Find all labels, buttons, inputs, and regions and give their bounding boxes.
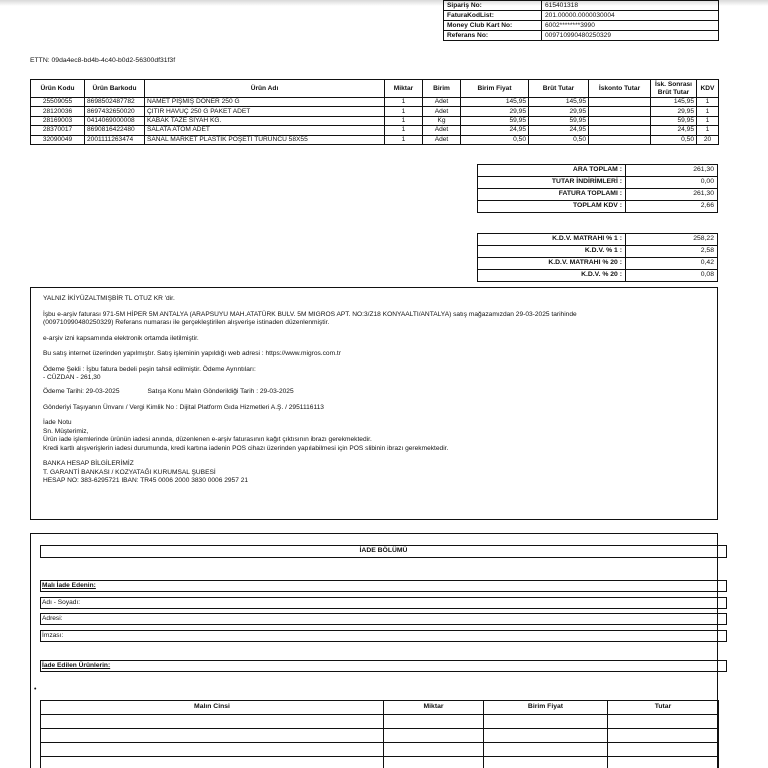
return-note-line-2: Kredi kartlı alışverişlerin iadesi durumunda, kredi kartına iadenin POS cihazı üzerinden yapılabilmesi için POS slibinin ibrazı gerekmektedir. (43, 444, 449, 452)
payment-date: Ödeme Tarihi: 29-03-2025 (43, 387, 120, 395)
info-row (444, 1, 719, 11)
column-header: İsk. Sonrası Brüt Tutar (651, 80, 697, 98)
internet-sale-note: Bu satış internet üzerinden yapılmıştır. Satış işleminin yapıldığı web adresi : https://www.migros.com.tr (43, 350, 341, 358)
table-cell: 2001111263474 (85, 135, 145, 144)
returned-items-row[interactable] (41, 729, 719, 743)
table-cell (589, 98, 651, 107)
table-cell: 24,95 (529, 126, 589, 135)
vat-row-value: 2,58 (626, 246, 718, 258)
column-header: Miktar (385, 80, 423, 98)
return-note-title: İade Notu (43, 419, 72, 427)
table-cell: 145,95 (529, 98, 589, 107)
table-row (31, 98, 719, 107)
table-cell: SALATA ATOM ADET (145, 126, 385, 135)
returned-items-header (41, 701, 719, 715)
return-note-line-1: Ürün iade işlemlerinde ürünün iadesi anında, düzenlenen e-arşiv faturasının kağıt çıktısının ibrazı gerekmektedir. (43, 436, 372, 444)
info-label: Referans No: (444, 31, 542, 41)
table-cell: 29,95 (529, 107, 589, 116)
returner-label: Malı İade Edenin: (40, 580, 727, 592)
return-note-greeting: Sn. Müşterimiz, (43, 427, 89, 435)
vat-row (478, 234, 718, 246)
bank-title: BANKA HESAP BİLGİLERİMİZ (43, 460, 134, 468)
info-value: 009710990480250329 (542, 31, 719, 41)
table-cell: Adet (423, 107, 461, 116)
table-cell: 0414069000008 (85, 116, 145, 125)
e-archive-statement: İşbu e-arşiv faturası 971-5M HİPER 5M ANTALYA (ARAPSUYU MAH.ATATÜRK BULV. 5M MIGROS APT. NO:3/Z18 KONYAALTI/ANTALYA) satış mağazamızdan 29-03-2025 tarihinde (43, 310, 577, 318)
total-row-label: TUTAR İNDİRİMLERİ : (478, 177, 626, 189)
info-row (444, 11, 719, 21)
table-cell: 1 (385, 107, 423, 116)
table-cell: 1 (385, 135, 423, 144)
info-value: 201.00000.0000030004 (542, 11, 719, 21)
vat-row-label: K.D.V. MATRAHI % 1 : (478, 234, 626, 246)
vat-row-value: 258,22 (626, 234, 718, 246)
table-cell: 59,95 (461, 116, 529, 125)
dates-line (43, 388, 707, 397)
bank-account: HESAP NO: 383-6295721 IBAN: TR45 0006 2000 3830 0006 2957 21 (43, 477, 249, 485)
amount-in-words: YALNIZ İKİYÜZALTMIŞBİR TL OTUZ KR 'dir. (43, 295, 175, 302)
column-header: Ürün Adı (145, 80, 385, 98)
payment-method: Ödeme Şekli : İşbu fatura bedeli peşin tahsil edilmiştir. Ödeme Ayrıntıları: (43, 365, 256, 373)
table-cell (589, 107, 651, 116)
table-cell: 28120036 (31, 107, 85, 116)
table-cell: 1 (385, 126, 423, 135)
info-value: 615401318 (542, 1, 719, 11)
carrier-info: Gönderiyi Taşıyanın Ünvanı / Vergi Kimlik No : Dijital Platform Gıda Hizmetleri A.Ş. / 2951116113 (43, 403, 324, 411)
table-row (31, 107, 719, 116)
vat-row-label: K.D.V. % 20 : (478, 270, 626, 282)
table-cell: 20 (697, 135, 719, 144)
e-archive-reference: (009710990480250329) Referans numarası ile gerçekleştirilen alışverişe istinaden düzenlenmiştir. (43, 319, 330, 327)
vat-row-value: 0,08 (626, 270, 718, 282)
table-cell: 1 (385, 98, 423, 107)
column-header: Ürün Barkodu (85, 80, 145, 98)
table-cell: NAMET PİŞMİŞ DÖNER 250 G (145, 98, 385, 107)
stray-mark: • (34, 686, 37, 693)
vat-row (478, 246, 718, 258)
returned-items-row[interactable] (41, 757, 719, 768)
table-cell: 24,95 (461, 126, 529, 135)
total-row-label: FATURA TOPLAMI : (478, 189, 626, 201)
table-cell (589, 126, 651, 135)
vat-row-label: K.D.V. MATRAHI % 20 : (478, 258, 626, 270)
vat-table (477, 233, 718, 282)
product-table-header (31, 80, 719, 98)
e-archive-permit: e-arşiv izni kapsamında elektronik ortamda iletilmiştir. (43, 334, 199, 342)
table-cell: 59,95 (529, 116, 589, 125)
table-cell: Adet (423, 135, 461, 144)
table-cell: 0,50 (529, 135, 589, 144)
table-cell: 8698502487782 (85, 98, 145, 107)
info-value: 6002********3990 (542, 21, 719, 31)
table-cell: KABAK TAZE SİYAH KG. (145, 116, 385, 125)
total-row-label: TOPLAM KDV : (478, 201, 626, 213)
vat-row-value: 0,42 (626, 258, 718, 270)
total-row-value: 0,00 (626, 177, 718, 189)
product-table (30, 79, 719, 145)
table-cell (589, 135, 651, 144)
table-cell: 1 (697, 116, 719, 125)
total-row (478, 177, 718, 189)
column-header: Brüt Tutar (529, 80, 589, 98)
bank-branch: T. GARANTİ BANKASI / KOZYATAĞI KURUMSAL ŞUBESİ (43, 468, 216, 476)
signature-field[interactable]: İmzası: (40, 630, 727, 642)
returned-items-row[interactable] (41, 715, 719, 729)
column-header: Miktar (384, 701, 484, 715)
vat-row (478, 258, 718, 270)
table-cell: Kg (423, 116, 461, 125)
column-header: Birim Fiyat (461, 80, 529, 98)
vat-row-label: K.D.V. % 1 : (478, 246, 626, 258)
table-cell (589, 116, 651, 125)
column-header: Birim (423, 80, 461, 98)
column-header: Ürün Kodu (31, 80, 85, 98)
table-cell: 1 (697, 98, 719, 107)
table-cell: 145,95 (461, 98, 529, 107)
order-info-box (443, 0, 719, 41)
payment-detail: - CÜZDAN - 261,30 (43, 374, 101, 382)
column-header: İskonto Tutar (589, 80, 651, 98)
table-cell: 24,95 (651, 126, 697, 135)
table-cell: 28169003 (31, 116, 85, 125)
column-header: KDV (697, 80, 719, 98)
vat-row (478, 270, 718, 282)
total-row-value: 2,66 (626, 201, 718, 213)
table-cell: 8697432650020 (85, 107, 145, 116)
column-header: Malın Cinsi (41, 701, 384, 715)
table-row (31, 135, 719, 144)
column-header: Birim Fiyat (484, 701, 608, 715)
total-row (478, 201, 718, 213)
column-header: Tutar (608, 701, 719, 715)
address-field[interactable]: Adresi: (40, 613, 727, 625)
table-cell: 0,50 (461, 135, 529, 144)
delivery-date: Satışa Konu Malın Gönderildiği Tarih : 29-03-2025 (147, 387, 294, 395)
invoice-notes (30, 287, 718, 520)
info-label: FaturaKodList: (444, 11, 542, 21)
info-label: Sipariş No: (444, 1, 542, 11)
returned-items-label: İade Edilen Ürünlerin: (40, 660, 727, 672)
total-row (478, 189, 718, 201)
total-row-label: ARA TOPLAM : (478, 165, 626, 177)
table-cell: 59,95 (651, 116, 697, 125)
total-row (478, 165, 718, 177)
table-cell: SANAL MARKET PLASTİK POŞETİ TURUNCU 58X55 (145, 135, 385, 144)
table-cell: 145,95 (651, 98, 697, 107)
table-cell: 32090049 (31, 135, 85, 144)
table-cell: 29,95 (651, 107, 697, 116)
name-field[interactable]: Adı - Soyadı: (40, 597, 727, 609)
table-cell: 0,50 (651, 135, 697, 144)
table-row (31, 126, 719, 135)
total-row-value: 261,30 (626, 165, 718, 177)
info-row (444, 31, 719, 41)
table-cell: 25509055 (31, 98, 85, 107)
return-section-header: İADE BÖLÜMÜ (40, 545, 727, 558)
table-row (31, 116, 719, 125)
table-cell: 28370017 (31, 126, 85, 135)
table-cell: 1 (385, 116, 423, 125)
table-cell: Adet (423, 126, 461, 135)
table-cell: 1 (697, 107, 719, 116)
table-cell: 1 (697, 126, 719, 135)
total-row-value: 261,30 (626, 189, 718, 201)
table-cell: Adet (423, 98, 461, 107)
table-cell: 8690816422480 (85, 126, 145, 135)
info-label: Money Club Kart No: (444, 21, 542, 31)
returned-items-row[interactable] (41, 743, 719, 757)
info-row (444, 21, 719, 31)
totals-table (477, 164, 718, 213)
table-cell: 29,95 (461, 107, 529, 116)
table-cell: ÇITIR HAVUÇ 250 G PAKET ADET (145, 107, 385, 116)
returned-items-table (40, 700, 719, 768)
ettn-line: ETTN: 09da4ec8-bd4b-4c40-b0d2-56300df31f3f (30, 57, 176, 64)
